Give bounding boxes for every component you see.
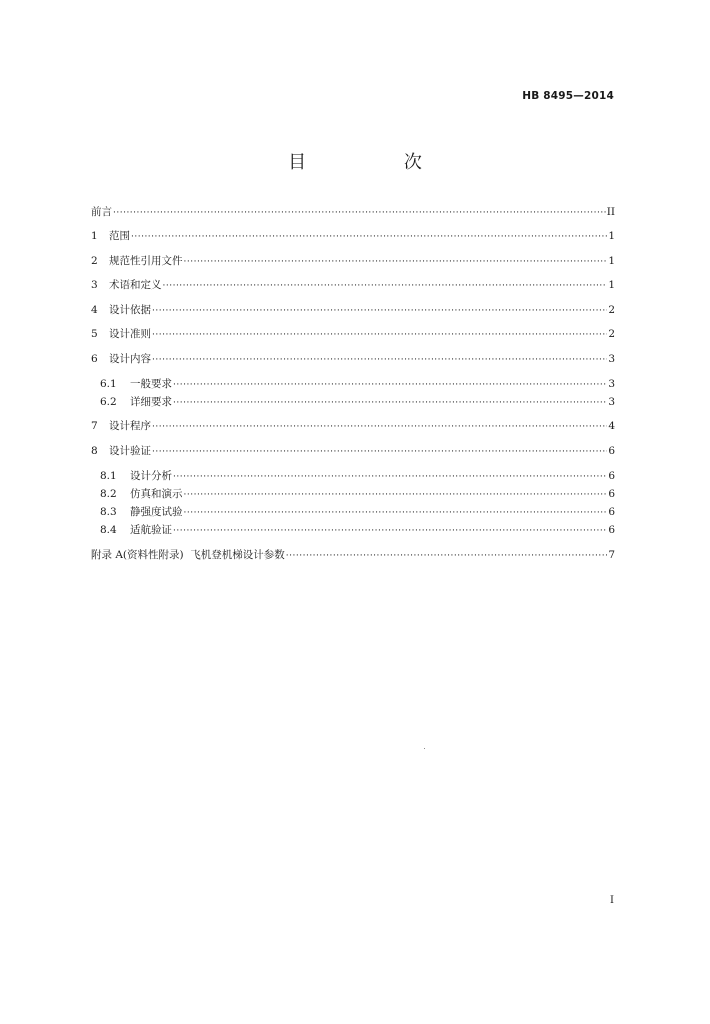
dot-leader bbox=[184, 252, 608, 272]
toc-entry-label: 仿真和演示 bbox=[130, 488, 183, 500]
toc-entry-label: 设计程序 bbox=[109, 420, 151, 432]
toc-entry-page: 3 bbox=[608, 396, 615, 408]
toc-entry-number: 8 bbox=[91, 445, 98, 457]
toc-entry-number: 5 bbox=[91, 328, 98, 340]
toc-entry-number: 8.1 bbox=[100, 470, 117, 482]
toc-entry-number: 8.3 bbox=[100, 506, 117, 518]
toc-entry-label: 详细要求 bbox=[130, 396, 172, 408]
toc-entry-label: 前言 bbox=[91, 206, 112, 218]
toc-entry-6-2[interactable] bbox=[100, 392, 615, 412]
toc-entry-label: 适航验证 bbox=[130, 524, 172, 536]
toc-entry-label: 静强度试验 bbox=[130, 506, 183, 518]
toc-entry-8-3[interactable] bbox=[100, 502, 615, 522]
dot-leader bbox=[152, 301, 607, 321]
toc-entry-page: 1 bbox=[608, 255, 615, 267]
document-code: HB 8495—2014 bbox=[522, 90, 614, 102]
toc-entry-1[interactable] bbox=[91, 226, 615, 246]
toc-entry-7[interactable] bbox=[91, 416, 615, 436]
scan-speck bbox=[424, 748, 425, 749]
dot-leader bbox=[152, 325, 607, 345]
dot-leader bbox=[152, 442, 607, 462]
toc-entry-label: 设计准则 bbox=[109, 328, 151, 340]
dot-leader bbox=[173, 393, 607, 413]
toc-entry-foreword[interactable] bbox=[91, 202, 615, 222]
toc-entry-page: 2 bbox=[608, 304, 615, 316]
toc-entry-appendix-a[interactable] bbox=[91, 545, 615, 565]
dot-leader bbox=[152, 350, 607, 370]
toc-entry-page: 6 bbox=[608, 470, 615, 482]
toc-entry-page: 2 bbox=[608, 328, 615, 340]
toc-entry-label: 一般要求 bbox=[130, 378, 172, 390]
toc-entry-page: 7 bbox=[608, 549, 615, 561]
toc-entry-label: 设计验证 bbox=[109, 445, 151, 457]
dot-leader bbox=[163, 276, 608, 296]
toc-entry-6[interactable] bbox=[91, 349, 615, 369]
toc-entry-number: 6.1 bbox=[100, 378, 117, 390]
toc-entry-number: 1 bbox=[91, 230, 98, 242]
toc-entry-label: 设计内容 bbox=[109, 353, 151, 365]
toc-entry-page: 6 bbox=[608, 488, 615, 500]
toc-entry-label: 附录 A(资料性附录) 飞机登机梯设计参数 bbox=[91, 549, 285, 561]
toc-entry-number: 6.2 bbox=[100, 396, 117, 408]
toc-entry-page: 3 bbox=[608, 353, 615, 365]
toc-entry-number: 6 bbox=[91, 353, 98, 365]
toc-entry-8-1[interactable] bbox=[100, 466, 615, 486]
toc-entry-label: 规范性引用文件 bbox=[109, 255, 183, 267]
page-number: I bbox=[610, 895, 614, 906]
dot-leader bbox=[286, 546, 608, 566]
toc-entry-number: 8.2 bbox=[100, 488, 117, 500]
dot-leader bbox=[131, 227, 607, 247]
toc-entry-page: II bbox=[606, 206, 615, 218]
toc-entry-6-1[interactable] bbox=[100, 374, 615, 394]
toc-entry-page: 6 bbox=[608, 524, 615, 536]
toc-entry-page: 3 bbox=[608, 378, 615, 390]
toc-entry-label: 术语和定义 bbox=[109, 279, 162, 291]
toc-entry-8-2[interactable] bbox=[100, 484, 615, 504]
toc-entry-page: 1 bbox=[608, 230, 615, 242]
toc-entry-label: 设计分析 bbox=[130, 470, 172, 482]
toc-entry-8-4[interactable] bbox=[100, 520, 615, 540]
toc-entry-page: 4 bbox=[608, 420, 615, 432]
toc-entry-5[interactable] bbox=[91, 324, 615, 344]
dot-leader bbox=[152, 417, 607, 437]
dot-leader bbox=[113, 203, 606, 223]
toc-entry-label: 设计依据 bbox=[109, 304, 151, 316]
toc-entry-page: 6 bbox=[608, 506, 615, 518]
toc-entry-8[interactable] bbox=[91, 441, 615, 461]
toc-entry-number: 8.4 bbox=[100, 524, 117, 536]
toc-entry-number: 2 bbox=[91, 255, 98, 267]
toc-entry-label: 范围 bbox=[109, 230, 130, 242]
toc-entry-number: 4 bbox=[91, 304, 98, 316]
toc-entry-number: 7 bbox=[91, 420, 98, 432]
dot-leader bbox=[173, 521, 607, 541]
toc-title: 目 次 bbox=[288, 152, 468, 173]
toc-entry-4[interactable] bbox=[91, 300, 615, 320]
toc-entry-3[interactable] bbox=[91, 275, 615, 295]
toc-entry-page: 6 bbox=[608, 445, 615, 457]
toc-entry-page: 1 bbox=[608, 279, 615, 291]
toc-entry-2[interactable] bbox=[91, 251, 615, 271]
toc-entry-number: 3 bbox=[91, 279, 98, 291]
